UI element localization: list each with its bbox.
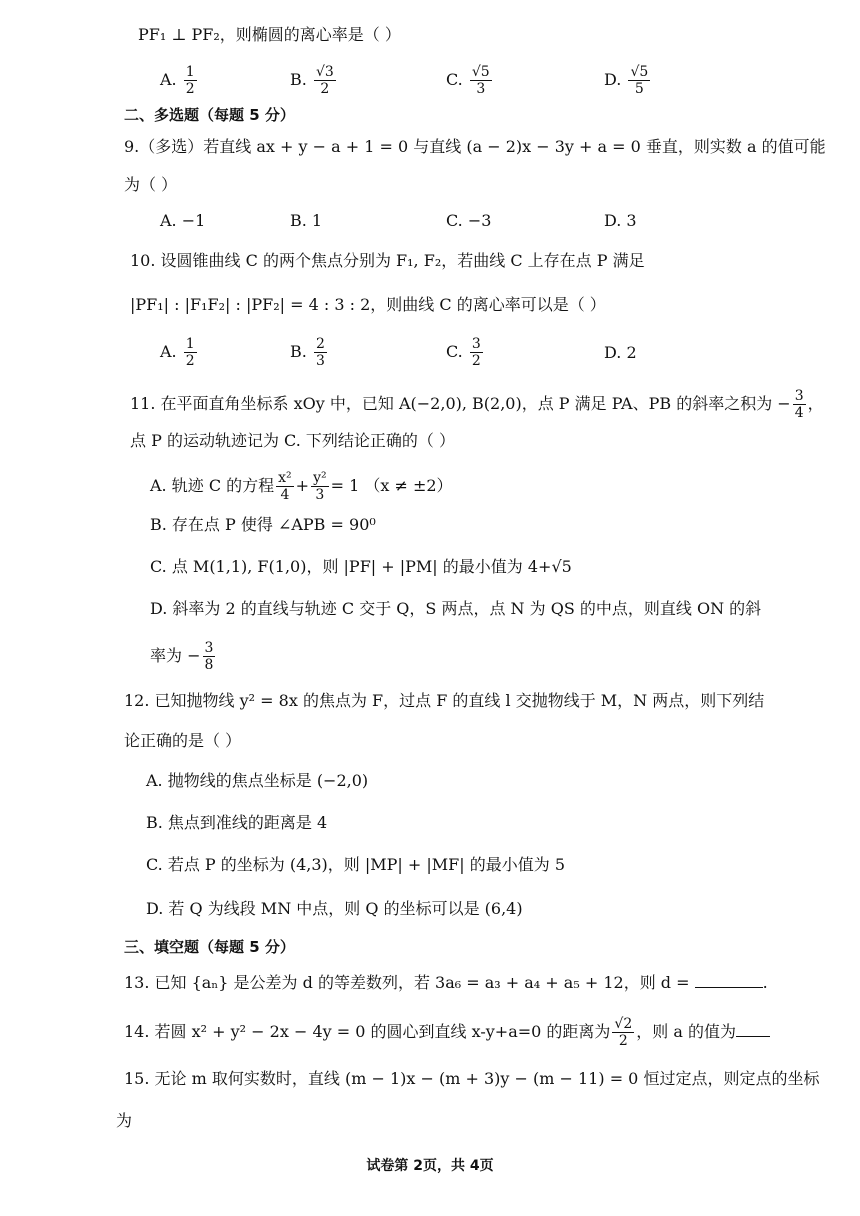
q10-stem-line2: |PF₁| : |F₁F₂| : |PF₂| = 4 : 3 : 2，则曲线 C 的离心率可以是（ ） [130, 295, 606, 314]
answer-blank [736, 1022, 770, 1037]
fraction: $\frac{\text{x²}}{4}$ [278, 470, 292, 503]
fraction: $\frac{√5}{3}$ [471, 64, 490, 97]
q11-option-a: A. 轨迹 C 的方程 $\frac{\text{x²}}{4}$ + $\frac{\text{y²}}{3}$ = 1 （x ≠ ±2） [150, 470, 453, 503]
q9-stem-line1: 9.（多选）若直线 ax + y − a + 1 = 0 与直线 (a − 2)x − 3y + a = 0 垂直，则实数 a 的值可能 [124, 137, 826, 156]
section-title-fill-in: 三、填空题（每题 5 分） [124, 938, 295, 956]
q11-stem-line1: 11. 在平面直角坐标系 xOy 中，已知 A(−2,0), B(2,0)，点 P 满足 PA、PB 的斜率之积为 − $\frac{3}{4}$ ， [130, 388, 824, 421]
q11-option-b: B. 存在点 P 使得 ∠APB = 90⁰ [150, 515, 376, 534]
q9-stem-line2: 为（ ） [124, 175, 178, 194]
answer-blank [695, 973, 763, 988]
q12-stem-line1: 12. 已知抛物线 y² = 8x 的焦点为 F，过点 F 的直线 l 交抛物线于 M，N 两点，则下列结 [124, 691, 765, 710]
q12-option-b: B. 焦点到准线的距离是 4 [146, 813, 328, 832]
q9-option-c: C. −3 [446, 211, 492, 230]
fraction: $\frac{√3}{2}$ [315, 64, 334, 97]
q14-stem: 14. 若圆 x² + y² − 2x − 4y = 0 的圆心到直线 x-y+a=0 的距离为 $\frac{√2}{2}$ ，则 a 的值为 [124, 1016, 770, 1049]
q10-option-c: C. $\frac{3}{2}$ [446, 336, 481, 369]
fraction: $\frac{\text{y²}}{3}$ [313, 470, 327, 503]
q8-option-d: D. $\frac{√5}{5}$ [604, 64, 649, 97]
q10-option-d: D. 2 [604, 343, 637, 362]
q12-option-a: A. 抛物线的焦点坐标是 (−2,0) [146, 771, 369, 790]
section-title-multiple-choice: 二、多选题（每题 5 分） [124, 106, 295, 124]
q8-condition: PF₁ ⊥ PF₂，则椭圆的离心率是（ ） [138, 25, 401, 44]
q11-option-d-line1: D. 斜率为 2 的直线与轨迹 C 交于 Q，S 两点，点 N 为 QS 的中点，则直线 ON 的斜 [150, 599, 762, 618]
q11-option-d-line2: 率为 − $\frac{3}{8}$ [150, 640, 214, 673]
q8-option-c: C. $\frac{√5}{3}$ [446, 64, 490, 97]
q15-stem-line2: 为 [116, 1111, 133, 1130]
q10-option-b: B. $\frac{2}{3}$ [290, 336, 325, 369]
q13-stem: 13. 已知 {aₙ} 是公差为 d 的等差数列，若 3a₆ = a₃ + a₄ + a₅ + 12，则 d = . [124, 973, 768, 992]
fraction: $\frac{3}{8}$ [204, 640, 214, 673]
page-footer: 试卷第 2页，共 4页 [366, 1158, 494, 1174]
q10-option-a: A. $\frac{1}{2}$ [160, 336, 195, 369]
q12-option-c: C. 若点 P 的坐标为 (4,3)，则 |MP| + |MF| 的最小值为 5 [146, 855, 566, 874]
q9-option-b: B. 1 [290, 211, 323, 230]
q9-option-d: D. 3 [604, 211, 637, 230]
fraction: $\frac{1}{2}$ [185, 336, 195, 369]
q12-option-d: D. 若 Q 为线段 MN 中点，则 Q 的坐标可以是 (6,4) [146, 899, 523, 918]
q15-stem-line1: 15. 无论 m 取何实数时，直线 (m − 1)x − (m + 3)y − (m − 11) = 0 恒过定点，则定点的坐标 [124, 1069, 820, 1088]
q8-option-a: A. $\frac{1}{2}$ [160, 64, 195, 97]
q10-stem-line1: 10. 设圆锥曲线 C 的两个焦点分别为 F₁, F₂，若曲线 C 上存在点 P 满足 [130, 251, 645, 270]
fraction: $\frac{2}{3}$ [315, 336, 325, 369]
fraction: $\frac{3}{4}$ [794, 388, 804, 421]
q11-option-c: C. 点 M(1,1), F(1,0)，则 |PF| + |PM| 的最小值为 4+√5 [150, 557, 572, 576]
q11-stem-line2: 点 P 的运动轨迹记为 C. 下列结论正确的（ ） [130, 431, 455, 450]
fraction: $\frac{3}{2}$ [471, 336, 481, 369]
q12-stem-line2: 论正确的是（ ） [124, 731, 242, 750]
fraction: $\frac{√2}{2}$ [614, 1016, 633, 1049]
fraction: $\frac{1}{2}$ [185, 64, 195, 97]
q8-option-b: B. $\frac{√3}{2}$ [290, 64, 334, 97]
fraction: $\frac{√5}{5}$ [630, 64, 649, 97]
q9-option-a: A. −1 [160, 211, 206, 230]
